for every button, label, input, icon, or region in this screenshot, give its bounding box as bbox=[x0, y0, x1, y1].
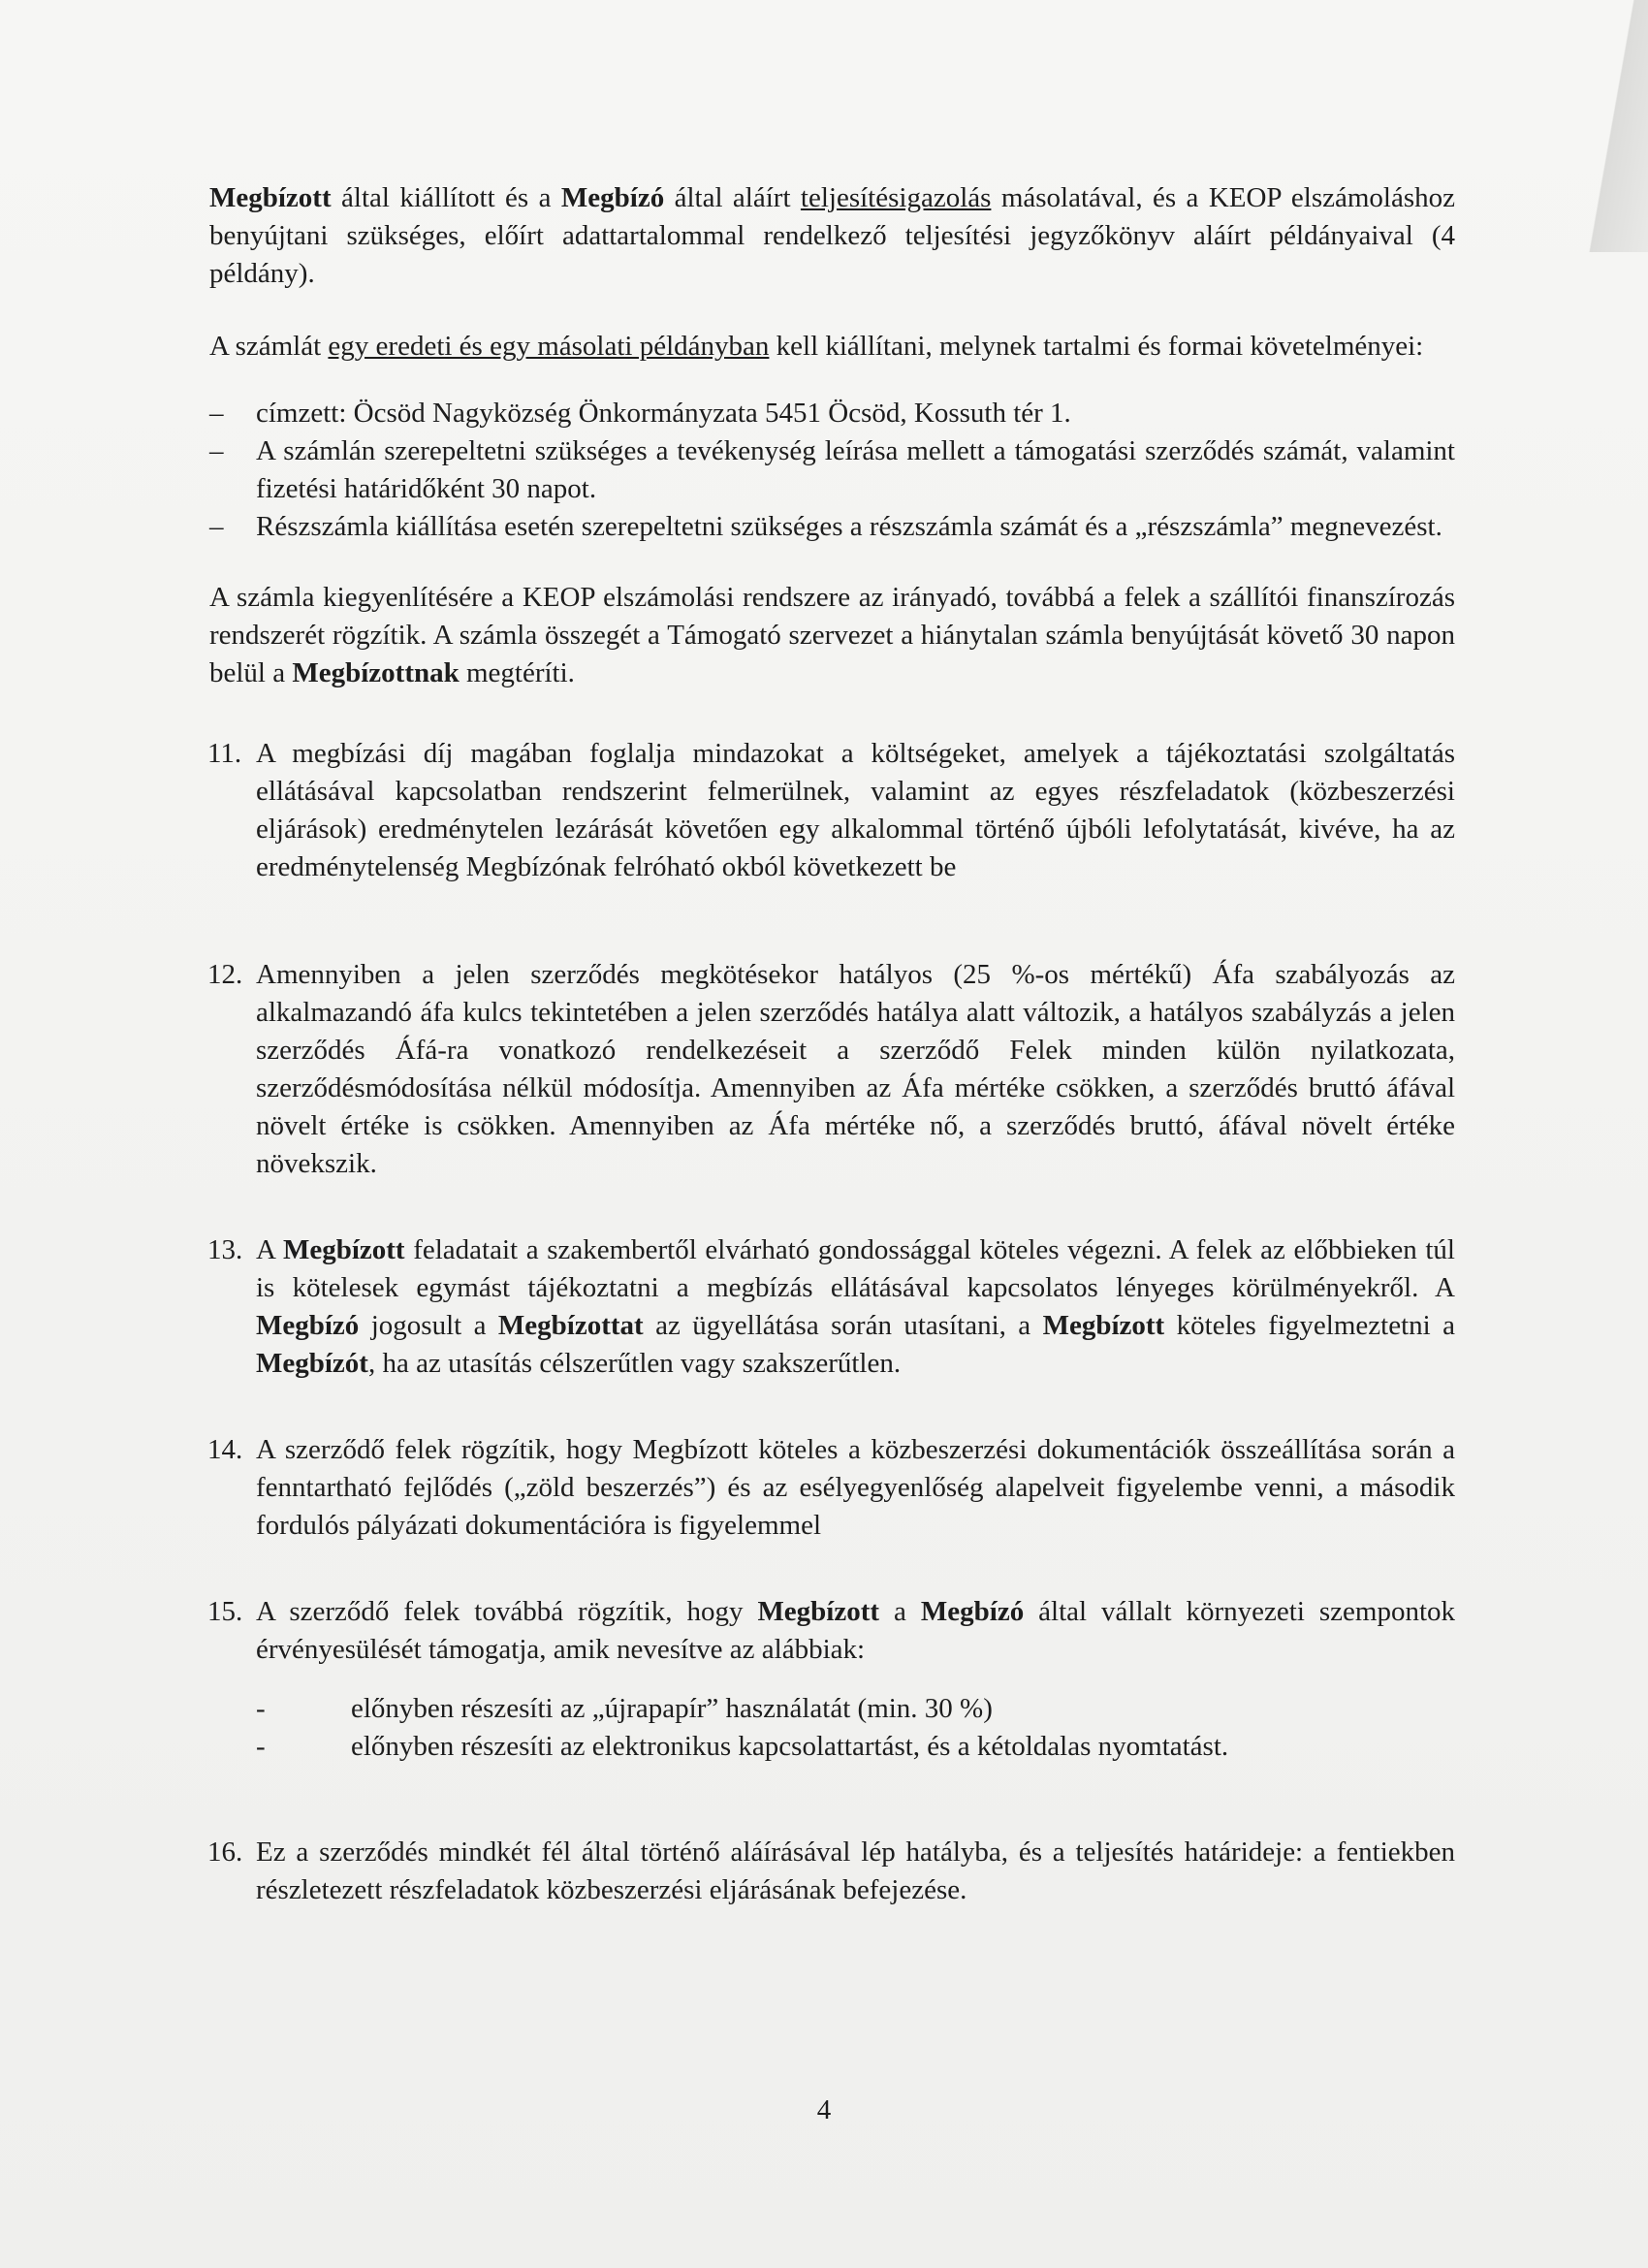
clause-number: 16. bbox=[207, 1837, 243, 1868]
dash-marker: - bbox=[256, 1693, 266, 1724]
text-run: A szerződő felek továbbá rögzítik, hogy bbox=[256, 1596, 758, 1627]
text-run: A számlát bbox=[209, 331, 329, 362]
clause-11 bbox=[209, 735, 1455, 886]
dash-marker: – bbox=[209, 435, 224, 466]
clause-12 bbox=[209, 956, 1455, 1183]
clause-number: 14. bbox=[207, 1434, 243, 1465]
clause-text: Amennyiben a jelen szerződés megkötésekor hatályos (25 %-os mértékű) Áfa szabályozás az alkalmazandó áfa kulcs tekintetében a jelen szerződés hatálya alatt változik, a hatályos szabályzás a jelen szerződés Áfá-ra vonatkozó rendelkezéseit a szerződő Felek minden külön nyilatkozata, szerződésmódosítása nélkül módosítja. Amennyiben az Áfa mértéke csökken, a szerződés bruttó áfával növelt értéke is csökken. Amennyiben az Áfa mértéke nő, a szerződés bruttó, áfával növelt értéke növekszik. bbox=[256, 959, 1455, 1179]
text-run: feladatait a szakembertől elvárható gondossággal köteles végezni. A felek az előbbieken túl is kötelesek egymást tájékoztatni a megbízás ellátásával kapcsolatos lényeges körülményekről. A bbox=[256, 1234, 1455, 1303]
underlined-term: teljesítésigazolás bbox=[800, 182, 992, 213]
term-megbizo: Megbízó bbox=[560, 182, 665, 213]
text-run: által kiállított és a bbox=[331, 182, 561, 213]
clause-13 bbox=[209, 1231, 1455, 1383]
term-megbizott: Megbízott bbox=[209, 182, 332, 213]
list-item-text: A számlán szerepeltetni szükséges a tevékenység leírása mellett a támogatási szerződés számát, valamint fizetési határidőként 30 napot. bbox=[256, 435, 1455, 504]
term-megbizott: Megbízott bbox=[282, 1234, 405, 1265]
list-item-text: előnyben részesíti az elektronikus kapcsolattartást, és a kétoldalas nyomtatást. bbox=[351, 1731, 1229, 1762]
clause-text: A megbízási díj magában foglalja mindazokat a költségeket, amelyek a tájékoztatási szolgáltatás ellátásával kapcsolatban rendszerint felmerülnek, valamint az egyes részfeladatok (közbeszerzési eljárások) eredménytelen lezárását követően egy alkalommal történő újbóli lefolytatását, kivéve, ha az eredménytelenség Megbízónak felróható okból következett be bbox=[256, 738, 1455, 882]
text-run: másolatával, és a KEOP elszámoláshoz benyújtani szükséges, előírt adattartalommal rendelkező teljesítési jegyzőkönyv aláírt példányaival (4 példány). bbox=[209, 182, 1455, 289]
invoice-requirements-list bbox=[209, 395, 1455, 546]
clause-text: Ez a szerződés mindkét fél által történő aláírásával lép hatályba, és a teljesítés határideje: a fentiekben részletezett részfeladatok közbeszerzési eljárásának befejezése. bbox=[256, 1837, 1455, 1905]
dash-marker: – bbox=[209, 511, 224, 542]
list-item-text: előnyben részesíti az „újrapapír” használatát (min. 30 %) bbox=[351, 1693, 993, 1724]
text-run: által vállalt környezeti szempontok érvényesülését támogatja, amik nevesítve az alábbiak: bbox=[256, 1596, 1456, 1665]
text-run: A bbox=[256, 1234, 283, 1265]
clause-14 bbox=[209, 1431, 1455, 1545]
environmental-aspects-list bbox=[256, 1690, 1455, 1766]
page-corner-fold bbox=[1561, 0, 1648, 252]
clause-15 bbox=[209, 1593, 1455, 1766]
term-megbizottnak: Megbízottnak bbox=[292, 657, 460, 688]
dash-marker: - bbox=[256, 1731, 266, 1762]
clause-number: 15. bbox=[207, 1596, 243, 1627]
underlined-term: egy eredeti és egy másolati példányban bbox=[328, 331, 770, 362]
term-megbizot: Megbízót bbox=[256, 1348, 368, 1379]
dash-marker: – bbox=[209, 398, 224, 429]
text-run: kell kiállítani, melynek tartalmi és formai követelményei: bbox=[769, 331, 1424, 362]
list-item bbox=[209, 1728, 1455, 1766]
clause-number: 12. bbox=[207, 959, 243, 990]
text-run: , ha az utasítás célszerűtlen vagy szakszerűtlen. bbox=[367, 1348, 902, 1379]
term-megbizo: Megbízó bbox=[256, 1310, 360, 1341]
paragraph-invoice-requirements bbox=[209, 328, 1455, 366]
document-body bbox=[209, 179, 1455, 1958]
paragraph-invoice-attachments bbox=[209, 179, 1455, 293]
text-run: az ügyellátása során utasítani, a bbox=[643, 1310, 1043, 1341]
paragraph-settlement bbox=[209, 579, 1455, 692]
text-run: a bbox=[879, 1596, 921, 1627]
list-item bbox=[209, 508, 1455, 546]
page-number: 4 bbox=[816, 2094, 832, 2125]
text-run: A számla kiegyenlítésére a KEOP elszámolási rendszere az irányadó, továbbá a felek a szállítói finanszírozás rendszerét rögzítik. A számla összegét a Támogató szervezet a hiánytalan számla benyújtását követő 30 napon belül a bbox=[209, 582, 1455, 688]
clause-number: 11. bbox=[207, 738, 242, 769]
term-megbizo: Megbízó bbox=[920, 1596, 1025, 1627]
text-run: megtéríti. bbox=[459, 657, 575, 688]
clause-number: 13. bbox=[207, 1234, 243, 1265]
term-megbizott: Megbízott bbox=[1042, 1310, 1165, 1341]
list-item bbox=[209, 395, 1455, 432]
text-run: jogosult a bbox=[359, 1310, 498, 1341]
list-item bbox=[209, 1690, 1455, 1728]
clause-text: A szerződő felek rögzítik, hogy Megbízott köteles a közbeszerzési dokumentációk összeállítása során a fenntartható fejlődés („zöld beszerzés”) és az esélyegyenlőség alapelveit figyelembe venni, a második fordulós pályázati dokumentációra is figyelemmel bbox=[256, 1434, 1455, 1541]
clause-16 bbox=[209, 1834, 1455, 1909]
list-item bbox=[209, 432, 1455, 508]
clause-15-text bbox=[207, 1593, 1456, 1669]
list-item-text: Részszámla kiállítása esetén szerepeltetni szükséges a részszámla számát és a „részszámla” megnevezést. bbox=[256, 511, 1442, 542]
term-megbizottat: Megbízottat bbox=[497, 1310, 644, 1341]
list-item-text: címzett: Öcsöd Nagyközség Önkormányzata 5451 Öcsöd, Kossuth tér 1. bbox=[256, 398, 1071, 429]
text-run: által aláírt bbox=[664, 182, 801, 213]
text-run: köteles figyelmeztetni a bbox=[1164, 1310, 1455, 1341]
term-megbizott: Megbízott bbox=[757, 1596, 880, 1627]
